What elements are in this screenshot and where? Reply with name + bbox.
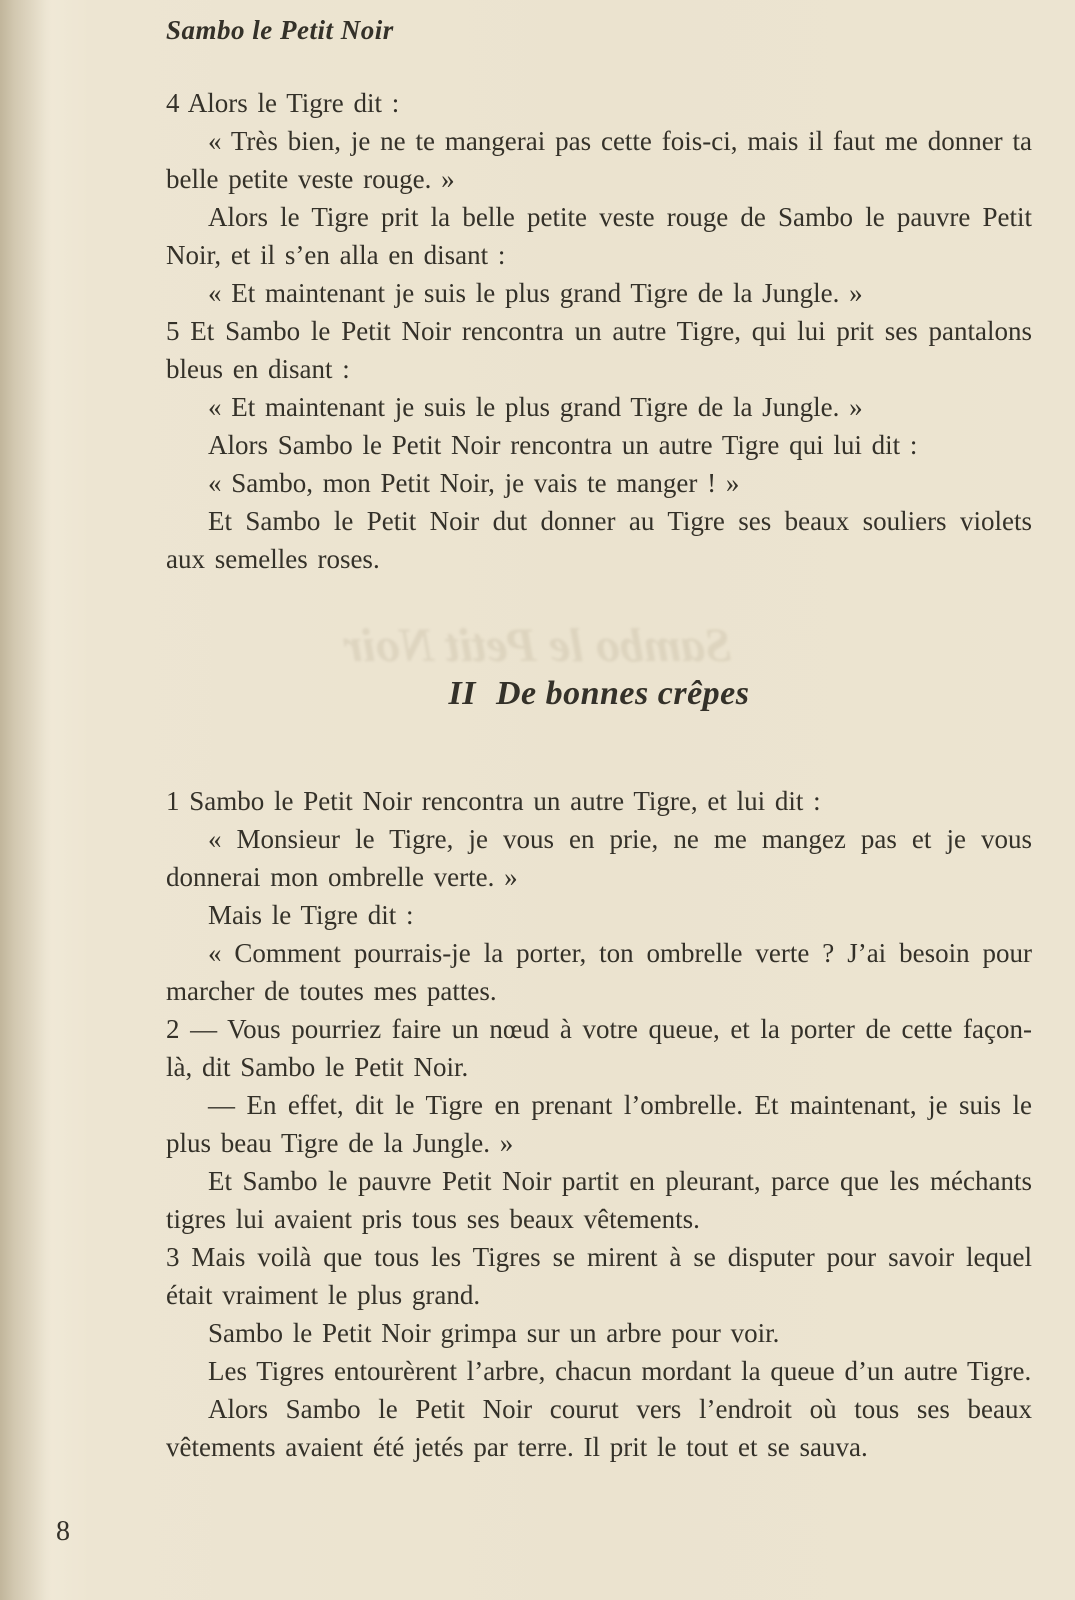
section-heading [166, 674, 1032, 714]
paragraph: — En effet, dit le Tigre en prenant l’ombrelle. Et maintenant, je suis le plus beau Tigre de la Jungle. » [166, 1090, 1032, 1158]
paragraph: « Très bien, je ne te mangerai pas cette fois-ci, mais il faut me donner ta belle petite veste rouge. » [166, 126, 1032, 194]
text-block [166, 14, 1032, 1466]
paragraph: « Comment pourrais-je la porter, ton ombrelle verte ? J’ai besoin pour marcher de toutes mes pattes. [166, 938, 1032, 1006]
paragraph: « Sambo, mon Petit Noir, je vais te manger ! » [208, 468, 740, 498]
paragraph: 4 Alors le Tigre dit : [166, 88, 400, 118]
paragraph: Alors Sambo le Petit Noir courut vers l’endroit où tous ses beaux vêtements avaient été jetés par terre. Il prit le tout et se sauva. [166, 1394, 1032, 1462]
paragraph: Sambo le Petit Noir grimpa sur un arbre pour voir. [208, 1318, 780, 1348]
paragraph: Alors Sambo le Petit Noir rencontra un autre Tigre qui lui dit : [208, 430, 918, 460]
section-title: De bonnes crêpes [495, 675, 750, 712]
paragraph: 5 Et Sambo le Petit Noir rencontra un autre Tigre, qui lui prit ses pantalons bleus en disant : [166, 316, 1032, 384]
paragraph: « Monsieur le Tigre, je vous en prie, ne me mangez pas et je vous donnerai mon ombrelle verte. » [166, 824, 1032, 892]
paragraph: « Et maintenant je suis le plus grand Tigre de la Jungle. » [208, 278, 863, 308]
section-part-1 [166, 84, 1032, 578]
paragraph: « Et maintenant je suis le plus grand Tigre de la Jungle. » [208, 392, 863, 422]
paragraph: Et Sambo le Petit Noir dut donner au Tigre ses beaux souliers violets aux semelles roses. [166, 506, 1032, 574]
paragraph: Les Tigres entourèrent l’arbre, chacun mordant la queue d’un autre Tigre. [208, 1356, 1032, 1386]
paragraph: Alors le Tigre prit la belle petite veste rouge de Sambo le pauvre Petit Noir, et il s’en alla en disant : [166, 202, 1032, 270]
section-part-2 [166, 782, 1032, 1466]
running-header: Sambo le Petit Noir [166, 15, 394, 45]
paragraph: 3 Mais voilà que tous les Tigres se mirent à se disputer pour savoir lequel était vraiment le plus grand. [166, 1242, 1032, 1310]
show-through-ghost-text: Sambo le Petit Noir [343, 619, 732, 672]
page-gutter-shadow [0, 0, 52, 1600]
paragraph: 2 — Vous pourriez faire un nœud à votre queue, et la porter de cette façon-là, dit Sambo le Petit Noir. [166, 1014, 1032, 1082]
paragraph: Mais le Tigre dit : [208, 900, 414, 930]
page-number: 8 [56, 1516, 70, 1547]
paragraph: 1 Sambo le Petit Noir rencontra un autre Tigre, et lui dit : [166, 786, 821, 816]
paragraph: Et Sambo le pauvre Petit Noir partit en pleurant, parce que les méchants tigres lui avaient pris tous ses beaux vêtements. [166, 1166, 1032, 1234]
section-numeral: II [448, 675, 476, 712]
